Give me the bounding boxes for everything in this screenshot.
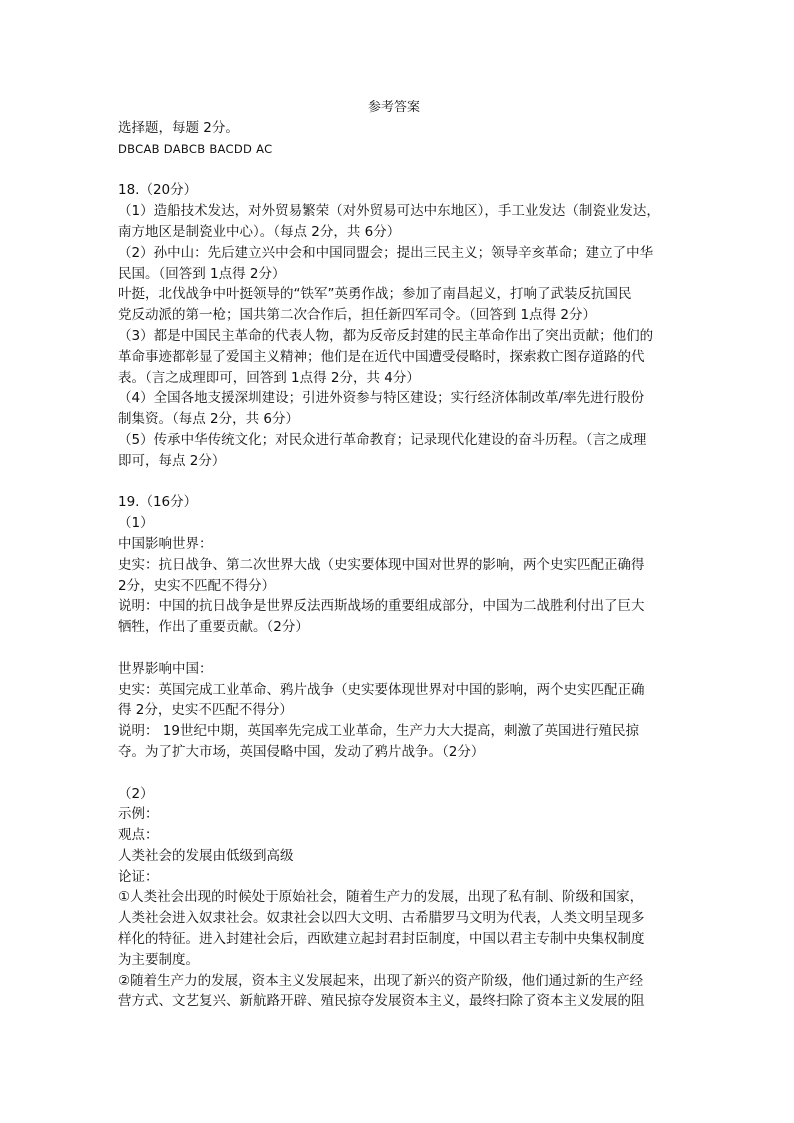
blank-line <box>118 472 688 493</box>
text-line: （1）造船技术发达，对外贸易繁荣（对外贸易可达中东地区），手工业发达（制瓷业发达， <box>118 203 660 220</box>
text-line: 南方地区是制瓷业中心）。（每点 2分，共 6分） <box>118 223 401 240</box>
text-line: 为主要制度。 <box>118 951 199 968</box>
text-line: 2分，史实不匹配不得分） <box>118 577 276 594</box>
text-line: 革命事迹都彰显了爱国主义精神；他们是在近代中国遭受侵略时，探索救亡图存道路的代 <box>118 348 645 365</box>
text-line: 说明：中国的抗日战争是世界反法西斯战场的重要组成部分，中国为二战胜利付出了巨大 <box>118 598 645 615</box>
text-line: 人类社会进入奴隶社会。奴隶社会以四大文明、古希腊罗马文明为代表，人类文明呈现多 <box>118 910 645 927</box>
text-line: 示例： <box>118 806 159 823</box>
text-line: 夺。为了扩大市场，英国侵略中国，发动了鸦片战争。（2分） <box>118 743 485 760</box>
text-line: 19.（16分） <box>118 494 198 511</box>
blank-line <box>118 638 688 659</box>
text-line: 18.（20分） <box>118 182 198 199</box>
text-line: （5）传承中华传统文化；对民众进行革命教育；记录现代化建设的奋斗历程。（言之成理 <box>118 431 647 448</box>
text-line: （3）都是中国民主革命的代表人物，都为反帝反封建的民主革命作出了突出贡献；他们的 <box>118 327 654 344</box>
text-line: 论证： <box>118 868 159 885</box>
blank-line <box>118 763 688 784</box>
blank-line <box>118 160 688 181</box>
text-line: 营方式、文艺复兴、新航路开辟、殖民掠夺发展资本主义，最终扫除了资本主义发展的阻 <box>118 993 645 1010</box>
text-line: 选择题，每题 2分。 <box>118 120 239 136</box>
text-line: 人类社会的发展由低级到高级 <box>118 847 294 864</box>
text-line: （2）孙中山：先后建立兴中会和中国同盟会；提出三民主义；领导辛亥革命；建立了中华 <box>118 244 654 261</box>
text-line: 史实：抗日战争、第二次世界大战（史实要体现中国对世界的影响，两个史实匹配正确得 <box>118 556 645 573</box>
text-line: 中国影响世界： <box>118 535 213 552</box>
text-line: 制集资。（每点 2分，共 6分） <box>118 411 300 428</box>
text-line: 党反动派的第一枪；国共第二次合作后，担任新四军司令。（回答到 1点得 2分） <box>118 307 597 324</box>
text-line: （4）全国各地支援深圳建设；引进外资参与特区建设；实行经济体制改革/率先进行股份 <box>118 390 645 407</box>
text-line: 牺牲，作出了重要贡献。（2分） <box>118 619 309 636</box>
page-title: 参考答案 <box>368 100 421 115</box>
text-line: （1） <box>118 515 154 532</box>
text-line: 世界影响中国： <box>118 660 213 677</box>
text-line: 观点： <box>118 827 159 844</box>
text-line: 说明： 19世纪中期，英国率先完成工业革命，生产力大大提高，刺激了英国进行殖民掠 <box>118 723 639 740</box>
text-line: ①人类社会出现的时候处于原始社会，随着生产力的发展，出现了私有制、阶级和国家， <box>118 889 644 906</box>
text-line: 民国。（回答到 1点得 2分） <box>118 265 286 282</box>
answer-body <box>118 118 688 1012</box>
text-line: 即可，每点 2分） <box>118 452 226 469</box>
text-line: 样化的特征。进入封建社会后，西欧建立起封君封臣制度，中国以君主专制中央集权制度 <box>118 931 645 948</box>
text-line: 得 2分，史实不匹配不得分） <box>118 702 293 719</box>
choice-answer-key: DBCAB DABCB BACDD AC <box>118 141 273 156</box>
text-line: 叶挺，北伐战争中叶挺领导的“铁军”英勇作战；参加了南昌起义，打响了武装反抗国民 <box>118 286 632 303</box>
text-line: 史实：英国完成工业革命、鸦片战争（史实要体现世界对中国的影响，两个史实匹配正确 <box>118 681 645 698</box>
text-line: ②随着生产力的发展，资本主义发展起来，出现了新兴的资产阶级，他们通过新的生产经 <box>118 972 644 989</box>
text-line: （2） <box>118 785 154 802</box>
text-line: 表。（言之成理即可，回答到 1点得 2分，共 4分） <box>118 369 420 386</box>
